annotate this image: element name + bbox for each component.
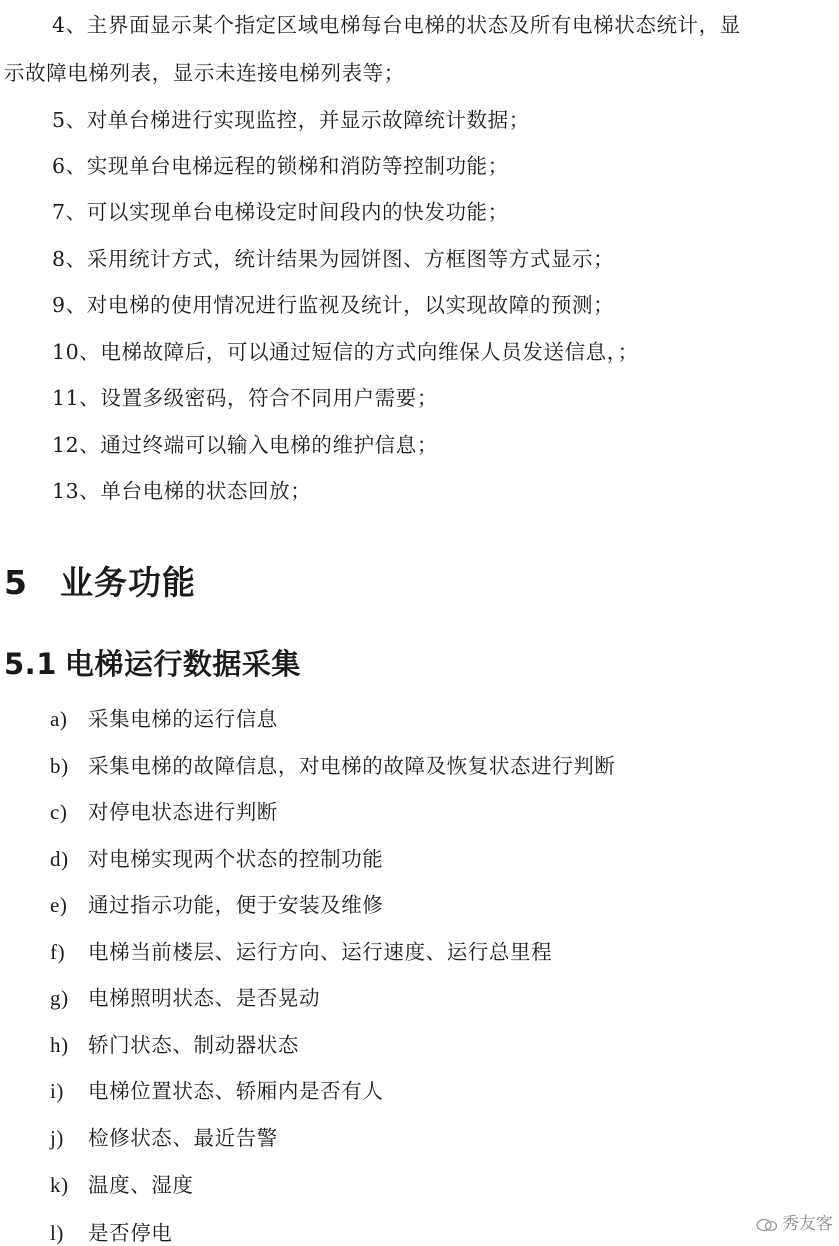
wechat-icon [756, 1217, 778, 1231]
section-number: 5 [4, 563, 28, 602]
list-item-6: 6、实现单台电梯远程的锁梯和消防等控制功能； [52, 154, 509, 178]
item-marker: h) [50, 1033, 69, 1057]
item-text: 电梯当前楼层、运行方向、运行速度、运行总里程 [88, 940, 553, 964]
list-item-11: 11、设置多级密码，符合不同用户需要； [52, 386, 438, 410]
section-heading [4, 563, 196, 603]
alpha-item-g [50, 985, 320, 1011]
item-text: 温度、湿度 [88, 1173, 194, 1197]
item-marker: g) [50, 986, 69, 1010]
list-item-12: 12、通过终端可以输入电梯的维护信息； [52, 433, 438, 457]
alpha-item-c [50, 799, 278, 825]
watermark [756, 1209, 833, 1234]
alpha-item-h [50, 1032, 299, 1058]
subsection-heading [4, 645, 301, 683]
list-item-10: 10、电梯故障后，可以通过短信的方式向维保人员发送信息，； [52, 340, 639, 364]
list-item-7: 7、可以实现单台电梯设定时间段内的快发功能； [52, 200, 509, 224]
alpha-item-f [50, 939, 552, 965]
alpha-item-a [50, 706, 278, 732]
alpha-item-j [50, 1125, 278, 1151]
subsection-title: 电梯运行数据采集 [64, 647, 301, 681]
item-marker: i) [50, 1079, 65, 1103]
item-marker: l) [50, 1221, 65, 1245]
item-marker: k) [50, 1173, 69, 1197]
item-text: 轿门状态、制动器状态 [88, 1033, 299, 1057]
list-item-8: 8、采用统计方式，统计结果为园饼图、方框图等方式显示； [52, 247, 615, 271]
item-marker: b) [50, 754, 69, 778]
item-marker: d) [50, 847, 69, 871]
item-text: 检修状态、最近告警 [88, 1126, 278, 1150]
list-item-4-continuation: 示故障电梯列表，显示未连接电梯列表等； [4, 61, 405, 85]
list-item-5: 5、对单台梯进行实现监控，并显示故障统计数据； [52, 108, 530, 132]
alpha-item-i [50, 1078, 383, 1104]
alpha-item-b [50, 753, 616, 779]
list-item-9: 9、对电梯的使用情况进行监视及统计，以实现故障的预测； [52, 293, 615, 317]
item-marker: j) [50, 1126, 65, 1150]
item-text: 对电梯实现两个状态的控制功能 [88, 847, 384, 871]
item-text: 电梯位置状态、轿厢内是否有人 [88, 1079, 384, 1103]
section-title: 业务功能 [60, 563, 196, 602]
item-marker: a) [50, 707, 68, 731]
alpha-item-e [50, 892, 383, 918]
item-text: 是否停电 [88, 1221, 173, 1245]
alpha-item-k [50, 1172, 194, 1198]
item-marker: e) [50, 893, 68, 917]
item-marker: c) [50, 800, 68, 824]
item-marker: f) [50, 940, 66, 964]
item-text: 采集电梯的故障信息，对电梯的故障及恢复状态进行判断 [88, 754, 616, 778]
watermark-text: 秀友客 [782, 1214, 833, 1234]
alpha-item-d [50, 846, 383, 872]
item-text: 电梯照明状态、是否晃动 [88, 986, 321, 1010]
alpha-item-l-clipped [50, 1214, 650, 1245]
list-item-13: 13、单台电梯的状态回放； [52, 479, 312, 503]
item-text: 采集电梯的运行信息 [88, 707, 278, 731]
subsection-number: 5.1 [4, 647, 57, 681]
item-text: 通过指示功能，便于安装及维修 [88, 893, 384, 917]
list-item-4: 4、主界面显示某个指定区域电梯每台电梯的状态及所有电梯状态统计，显 [52, 13, 741, 37]
item-text: 对停电状态进行判断 [88, 800, 278, 824]
